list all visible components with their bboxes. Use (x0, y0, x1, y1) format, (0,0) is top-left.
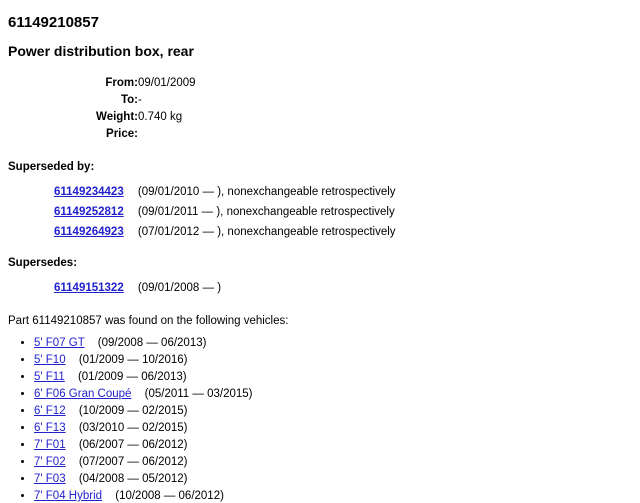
vehicle-list (8, 337, 632, 503)
meta-label-from: From: (105, 77, 138, 89)
superseded-by-note: (07/01/2012 — ), nonexchangeable retrospectively (137, 226, 396, 238)
vehicle-dates: (05/2011 — 03/2015) (144, 388, 253, 400)
superseded-by-part-link[interactable]: 61149234423 (54, 186, 124, 198)
superseded-by-heading: Superseded by: (8, 161, 95, 173)
supersedes-heading: Supersedes: (8, 257, 78, 269)
vehicle-link[interactable]: 6' F12 (34, 405, 66, 417)
vehicle-link[interactable]: 7' F02 (34, 456, 66, 468)
superseded-by-part-link[interactable]: 61149264923 (54, 226, 124, 238)
vehicle-link[interactable]: 7' F04 Hybrid (34, 490, 103, 502)
vehicle-link[interactable]: 6' F13 (34, 422, 66, 434)
vehicle-dates: (01/2009 — 10/2016) (78, 354, 188, 366)
vehicle-link[interactable]: 5' F10 (34, 354, 66, 366)
list-item (8, 205, 632, 219)
meta-value-to: - (138, 94, 142, 106)
table-row (8, 126, 196, 143)
list-item (8, 225, 632, 239)
meta-label-price: Price: (106, 128, 138, 140)
superseded-by-list (8, 185, 632, 239)
meta-label-to: To: (120, 94, 138, 106)
supersedes-part-link[interactable]: 61149151322 (54, 282, 124, 294)
list-item (34, 422, 632, 435)
list-item (8, 281, 632, 295)
part-meta-table (8, 75, 196, 143)
vehicle-link[interactable]: 7' F01 (34, 439, 66, 451)
vehicle-link[interactable]: 6' F06 Gran Coupé (34, 388, 132, 400)
vehicle-dates: (10/2009 — 02/2015) (78, 405, 188, 417)
meta-label-weight: Weight: (96, 111, 138, 123)
list-item (34, 405, 632, 418)
vehicle-dates: (04/2008 — 05/2012) (78, 473, 188, 485)
meta-value-from: 09/01/2009 (138, 77, 196, 89)
vehicle-dates: (10/2008 — 06/2012) (115, 490, 224, 502)
vehicle-dates: (09/2008 — 06/2013) (97, 337, 207, 349)
superseded-by-part-link[interactable]: 61149252812 (54, 206, 124, 218)
vehicle-link[interactable]: 5' F11 (34, 371, 65, 383)
list-item (34, 490, 632, 503)
supersedes-note: (09/01/2008 — ) (137, 282, 222, 294)
supersedes-list (8, 281, 632, 295)
vehicle-dates: (01/2009 — 06/2013) (77, 371, 187, 383)
table-row (8, 75, 196, 92)
part-number-heading: 61149210857 (8, 14, 99, 31)
part-meta-body (8, 75, 196, 143)
vehicles-intro-text: Part 61149210857 was found on the following vehicles: (8, 315, 289, 327)
list-item (8, 185, 632, 199)
table-row (8, 92, 196, 109)
list-item (34, 456, 632, 469)
part-title-heading: Power distribution box, rear (8, 43, 194, 59)
list-item (34, 371, 632, 384)
vehicle-dates: (06/2007 — 06/2012) (78, 439, 188, 451)
list-item (34, 388, 632, 401)
vehicle-link[interactable]: 5' F07 GT (34, 337, 85, 349)
vehicle-link[interactable]: 7' F03 (34, 473, 66, 485)
table-row (8, 109, 196, 126)
list-item (34, 354, 632, 367)
vehicle-dates: (07/2007 — 06/2012) (78, 456, 188, 468)
vehicle-dates: (03/2010 — 02/2015) (78, 422, 188, 434)
meta-value-weight: 0.740 kg (138, 111, 183, 123)
meta-value-price (138, 126, 196, 143)
list-item (34, 439, 632, 452)
superseded-by-note: (09/01/2010 — ), nonexchangeable retrospectively (137, 186, 396, 198)
superseded-by-note: (09/01/2011 — ), nonexchangeable retrospectively (137, 206, 395, 218)
list-item (34, 337, 632, 350)
